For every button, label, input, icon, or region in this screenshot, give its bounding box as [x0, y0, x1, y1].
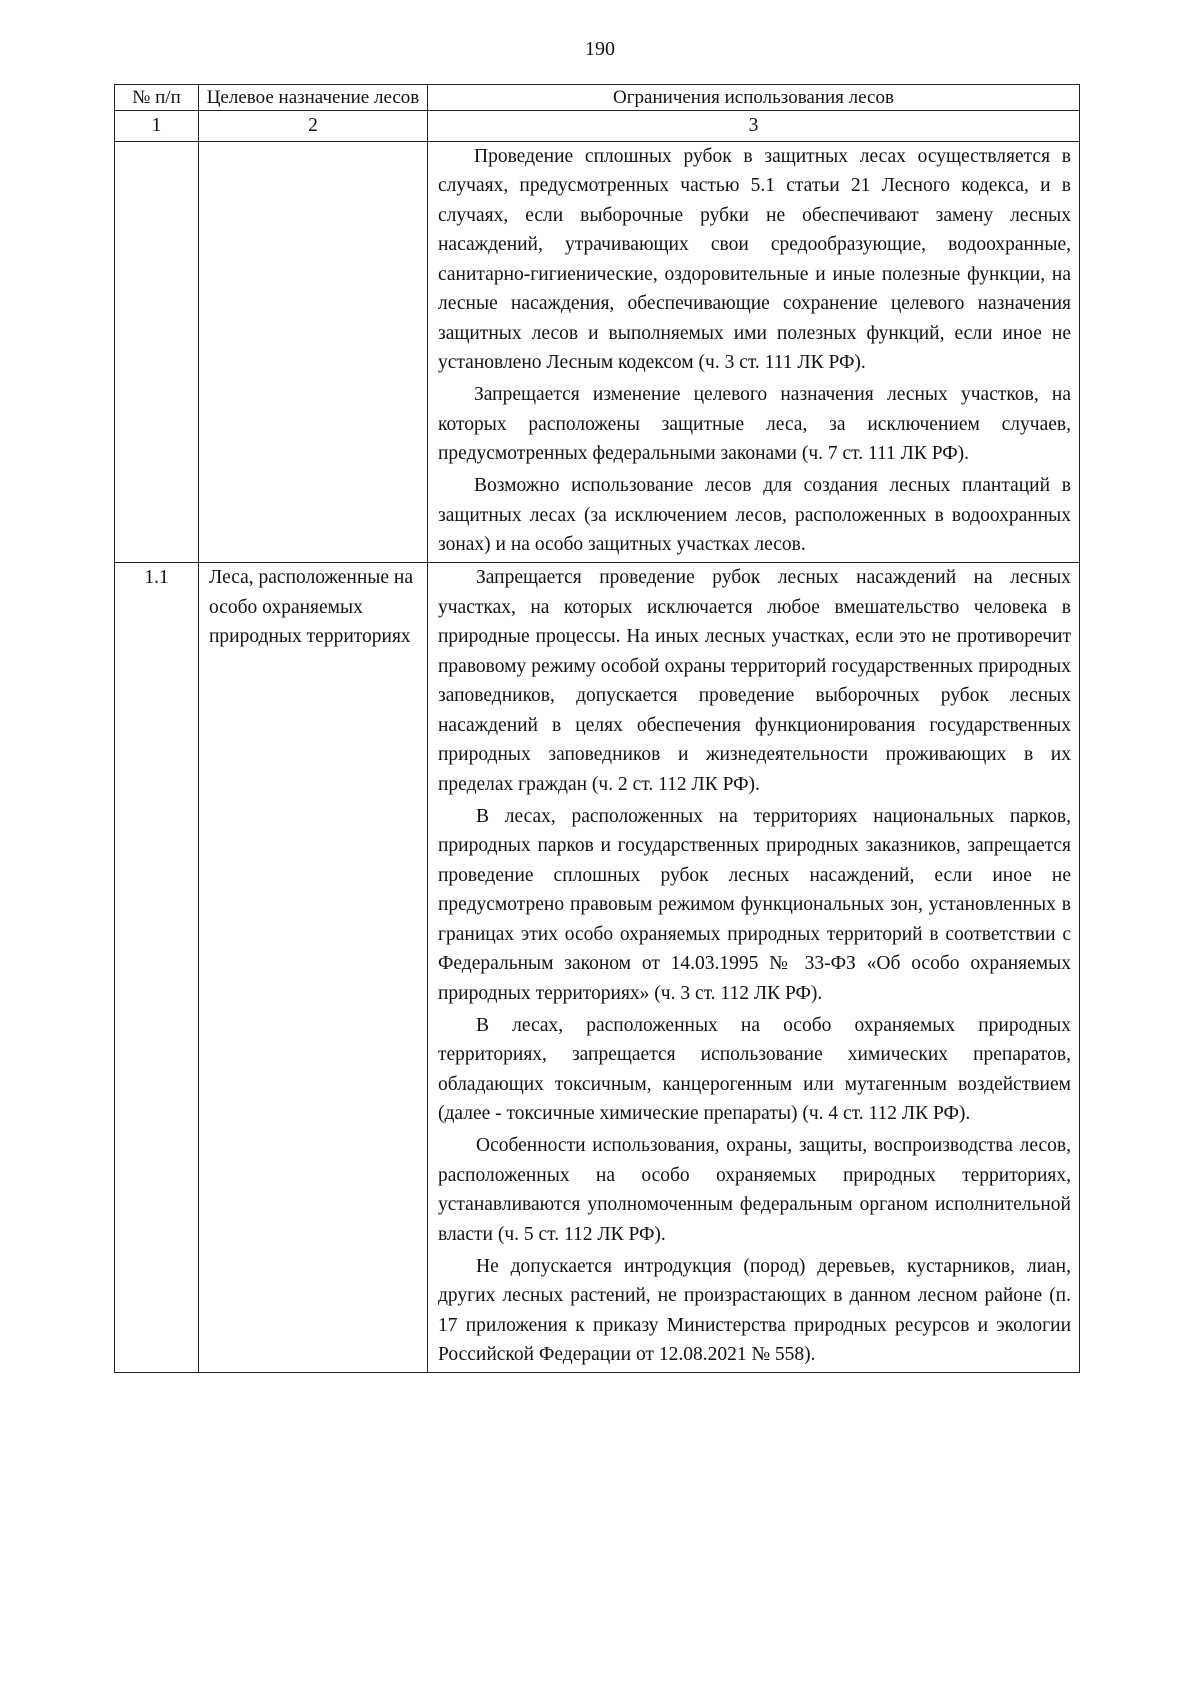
header-restrictions: Ограничения использования лесов	[428, 85, 1080, 111]
restriction-paragraph: Запрещается изменение целевого назначения лесных участков, на которых расположены защитные леса, за исключением случаев, предусмотренных федеральными законами (ч. 7 ст. 111 ЛК РФ).	[438, 384, 1071, 464]
restriction-paragraph: В лесах, расположенных на особо охраняемых природных территориях, запрещается использование химических препаратов, обладающих токсичным, канцерогенным или мутагенным воздействием (далее - токсичные химические препараты) (ч. 4 ст. 112 ЛК РФ).	[438, 1014, 1071, 1124]
row-number	[115, 141, 199, 563]
restriction-paragraph: Не допускается интродукция (пород) деревьев, кустарников, лиан, других лесных растений, не произрастающих в данном лесном районе (п. 17 приложения к приказу Министерства природных ресурсов и экологии Российской Федерации от 12.08.2021 № 558).	[438, 1255, 1071, 1365]
forest-purpose: Леса, расположенные на особо охраняемых природных территориях	[199, 563, 428, 1373]
restrictions-cell	[428, 141, 1080, 563]
header-purpose: Целевое назначение лесов	[199, 85, 428, 111]
header-num: № п/п	[115, 85, 199, 111]
restriction-paragraph: Возможно использование лесов для создания лесных плантаций в защитных лесах (за исключением лесов, расположенных в водоохранных зонах) и на особо защитных участках лесов.	[438, 475, 1071, 555]
column-number: 1	[115, 111, 199, 142]
restrictions-cell	[428, 563, 1080, 1373]
column-number: 3	[428, 111, 1080, 142]
restrictions-table	[114, 84, 1080, 1373]
table-header-row	[115, 85, 1080, 111]
restriction-paragraph: Особенности использования, охраны, защиты, воспроизводства лесов, расположенных на особо охраняемых природных территориях, устанавливаются уполномоченным федеральным органом исполнительной власти (ч. 5 ст. 112 ЛК РФ).	[438, 1135, 1071, 1245]
restriction-paragraph: Проведение сплошных рубок в защитных лесах осуществляется в случаях, предусмотренных частью 5.1 статьи 21 Лесного кодекса, и в случаях, если выборочные рубки не обеспечивают замену лесных насаждений, утрачивающих свои средообразующие, водоохранные, санитарно-гигиенические, оздоровительные и иные полезные функции, на лесные насаждения, обеспечивающие сохранение целевого назначения защитных лесов и выполняемых ими полезных функций, если иное не установлено Лесным кодексом (ч. 3 ст. 111 ЛК РФ).	[438, 145, 1071, 373]
column-number: 2	[199, 111, 428, 142]
table-row	[115, 141, 1080, 563]
table-row	[115, 563, 1080, 1373]
column-number-row	[115, 111, 1080, 142]
row-number: 1.1	[115, 563, 199, 1373]
page-number: 190	[585, 38, 615, 60]
restriction-paragraph: В лесах, расположенных на территориях национальных парков, природных парков и государственных природных заказников, запрещается проведение сплошных рубок лесных насаждений, если иное не предусмотрено правовым режимом функциональных зон, установленных в границах этих особо охраняемых природных территорий в соответствии с Федеральным законом от 14.03.1995 № 33-ФЗ «Об особо охраняемых природных территориях» (ч. 3 ст. 112 ЛК РФ).	[438, 805, 1071, 1004]
forest-purpose	[199, 141, 428, 563]
restriction-paragraph: Запрещается проведение рубок лесных насаждений на лесных участках, на которых исключается любое вмешательство человека в природные процессы. На иных лесных участках, если это не противоречит правовому режиму особой охраны территорий государственных природных заповедников, допускается проведение выборочных рубок лесных насаждений в целях обеспечения функционирования государственных природных заповедников и жизнедеятельности проживающих в их пределах граждан (ч. 2 ст. 112 ЛК РФ).	[438, 567, 1071, 795]
